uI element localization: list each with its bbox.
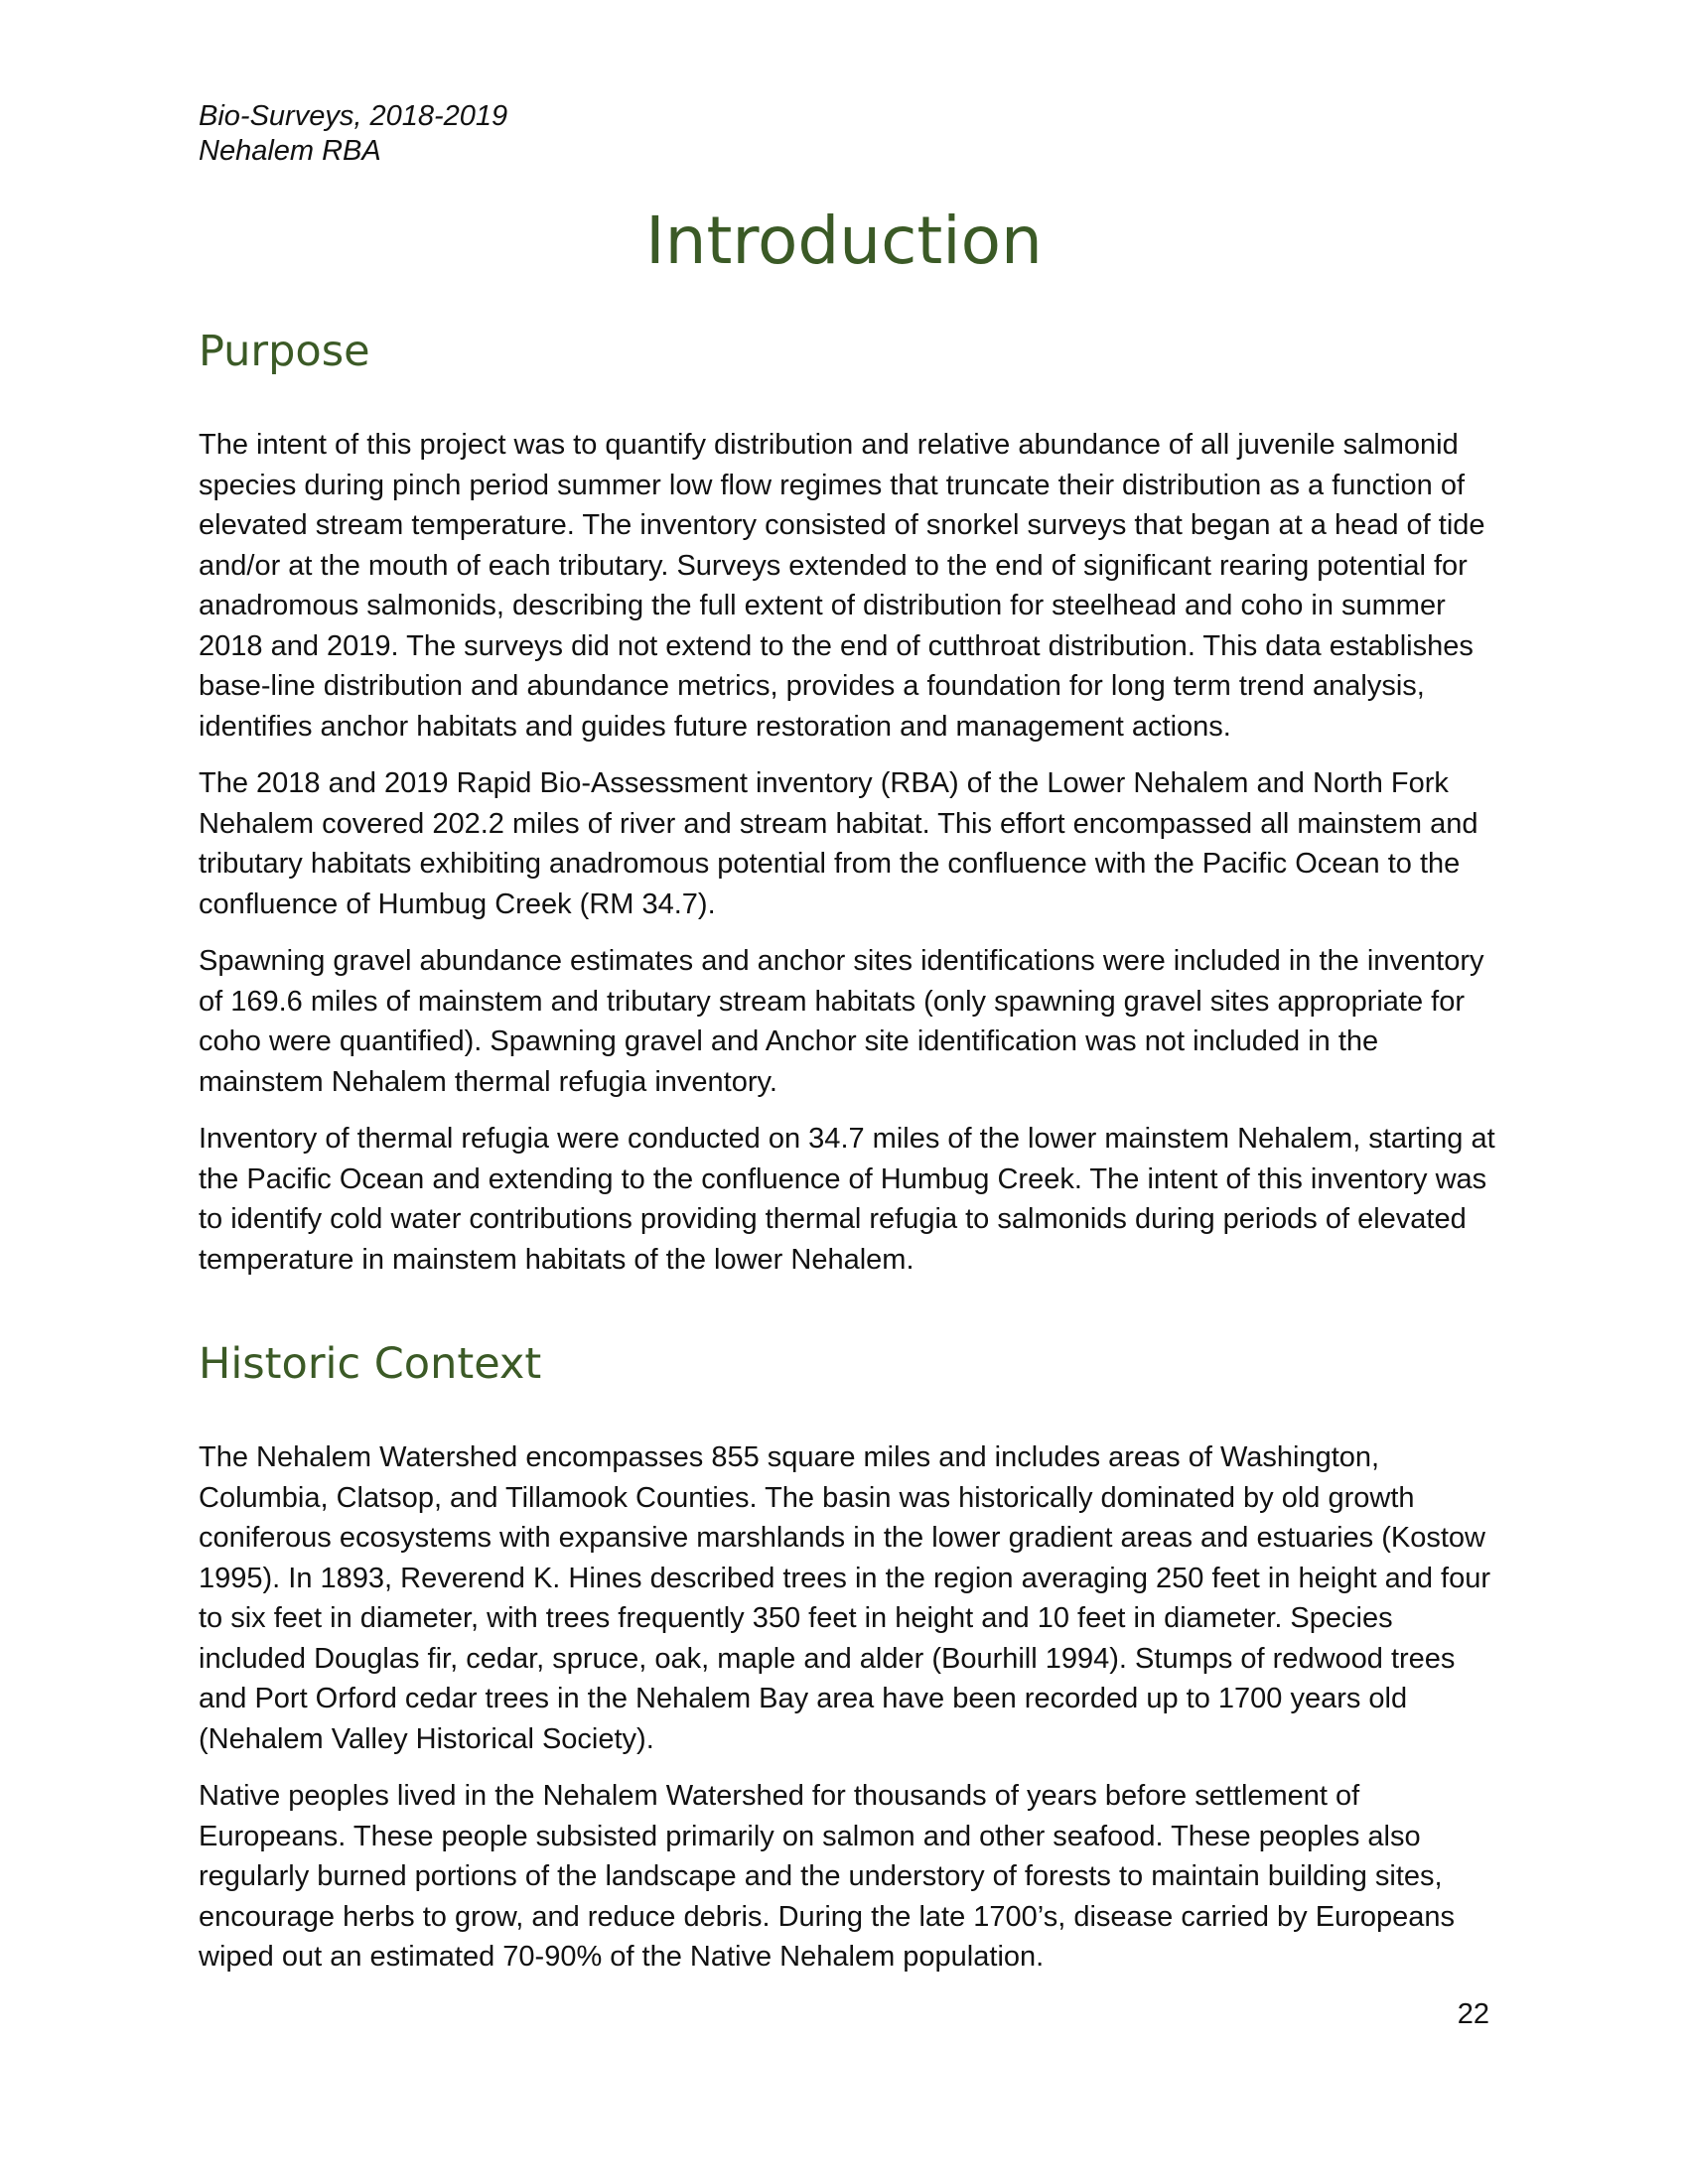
historic-paragraph-2: Native peoples lived in the Nehalem Watershed for thousands of years before settlement of Europeans. These people subsisted primarily on salmon and other seafood. These peoples also regularly burned portions of the landscape and the understory of forests to maintain building sites, encourage herbs to grow, and reduce debris. During the late 1700’s, disease carried by Europeans wiped out an estimated 70-90% of the Native Nehalem population. [199, 1780, 1455, 1973]
page-number: 22 [1457, 1998, 1489, 2030]
historic-paragraph-1: The Nehalem Watershed encompasses 855 square miles and includes areas of Washington, Columbia, Clatsop, and Tillamook Counties. The basin was historically dominated by old growth coniferous ecosystems with expansive marshlands in the lower gradient areas and estuaries (Kostow 1995). In 1893, Reverend K. Hines described trees in the region averaging 250 feet in height and four to six feet in diameter, with trees frequently 350 feet in height and 10 feet in diameter. Species included Douglas fir, cedar, spruce, oak, maple and alder (Bourhill 1994). Stumps of redwood trees and Port Orford cedar trees in the Nehalem Bay area have been recorded up to 1700 years old (Nehalem Valley Historical Society). [199, 1441, 1491, 1755]
purpose-paragraph-2: The 2018 and 2019 Rapid Bio-Assessment inventory (RBA) of the Lower Nehalem and North Fork Nehalem covered 202.2 miles of river and stream habitat. This effort encompassed all mainstem and tributary habitats exhibiting anadromous potential from the confluence with the Pacific Ocean to the confluence of Humbug Creek (RM 34.7). [199, 767, 1478, 920]
purpose-paragraph-4: Inventory of thermal refugia were conducted on 34.7 miles of the lower mainstem Nehalem, starting at the Pacific Ocean and extending to the confluence of Humbug Creek. The intent of this inventory was to identify cold water contributions providing thermal refugia to salmonids during periods of elevated temperature in mainstem habitats of the lower Nehalem. [199, 1123, 1495, 1276]
section-heading-historic-context: Historic Context [199, 1339, 542, 1389]
page-title: Introduction [645, 203, 1043, 279]
historic-section-body [199, 1437, 1499, 1994]
purpose-paragraph-1: The intent of this project was to quantify distribution and relative abundance of all juvenile salmonid species during pinch period summer low flow regimes that truncate their distribution as a function of elevated stream temperature. The inventory consisted of snorkel surveys that began at a head of tide and/or at the mouth of each tributary. Surveys extended to the end of significant rearing potential for anadromous salmonids, describing the full extent of distribution for steelhead and coho in summer 2018 and 2019. The surveys did not extend to the end of cutthroat distribution. This data establishes base-line distribution and abundance metrics, provides a foundation for long term trend analysis, identifies anchor habitats and guides future restoration and management actions. [199, 429, 1485, 743]
purpose-section-body [199, 425, 1499, 1297]
section-heading-purpose: Purpose [199, 327, 370, 376]
header-report-title: Bio-Surveys, 2018-2019 [199, 100, 508, 132]
purpose-paragraph-3: Spawning gravel abundance estimates and anchor sites identifications were included in the inventory of 169.6 miles of mainstem and tributary stream habitats (only spawning gravel sites appropriate for coho were quantified). Spawning gravel and Anchor site identification was not included in the mainstem Nehalem thermal refugia inventory. [199, 945, 1484, 1098]
running-header [199, 99, 507, 169]
header-report-subtitle: Nehalem RBA [199, 135, 381, 167]
